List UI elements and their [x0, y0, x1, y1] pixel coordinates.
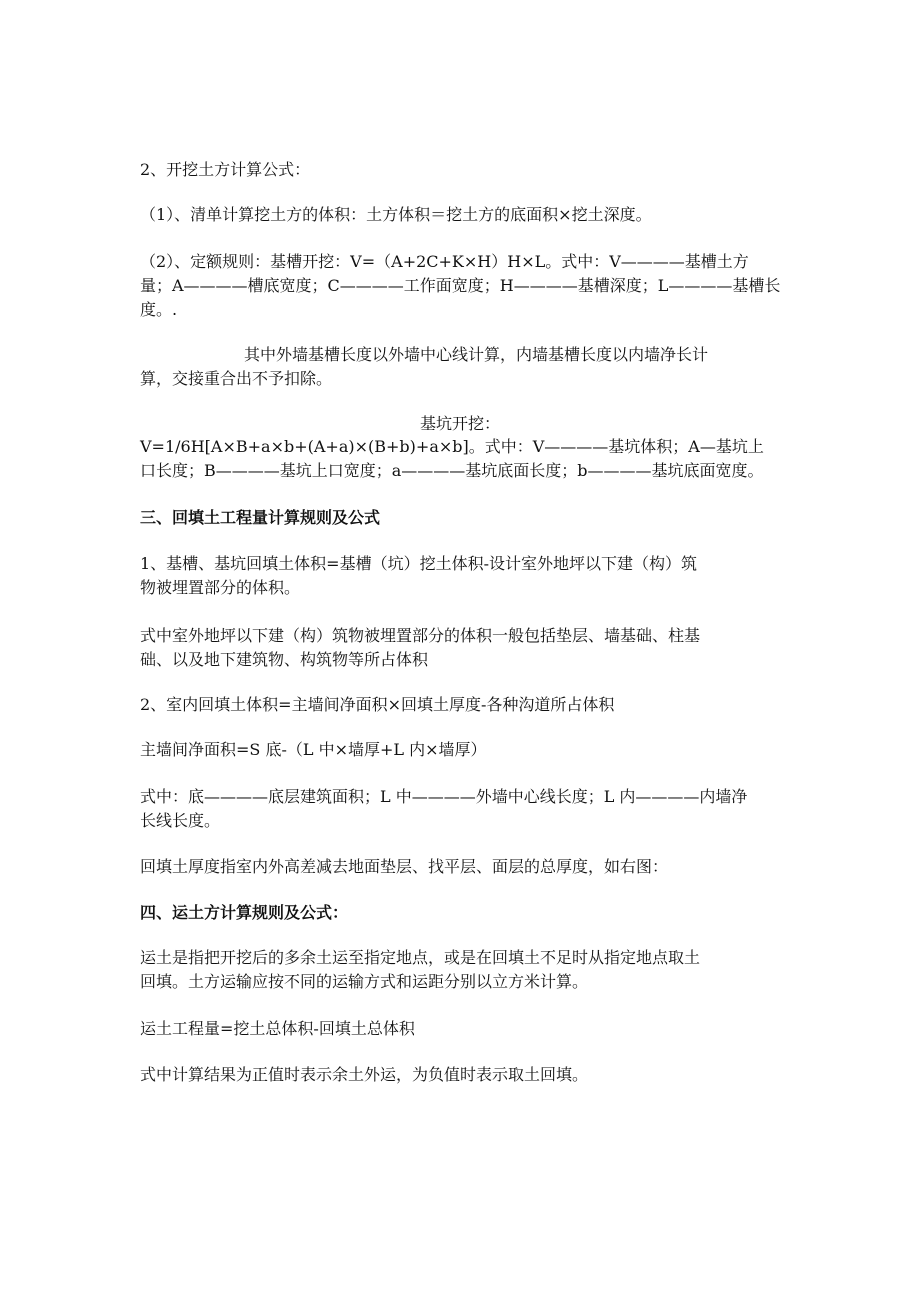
paragraph-line: 式中室外地坪以下建（构）筑物被埋置部分的体积一般包括垫层、墙基础、柱基 — [140, 626, 701, 645]
paragraph-line: 础、以及地下建筑物、构筑物等所占体积 — [140, 650, 429, 669]
section-heading-backfill — [140, 506, 800, 530]
paragraph-indoor-backfill — [140, 693, 800, 717]
paragraph-pit-formula — [140, 435, 800, 483]
paragraph-line: 长线长度。 — [140, 811, 221, 830]
paragraph-line: 式中：底————底层建筑面积；L 中————外墙中心线长度；L 内————内墙净 — [140, 787, 748, 806]
paragraph-line: 运土是指把开挖后的多余土运至指定地点，或是在回填土不足时从指定地点取土 — [140, 948, 701, 967]
paragraph-line: 回填土厚度指室内外高差减去地面垫层、找平层、面层的总厚度，如右图： — [140, 857, 669, 876]
paragraph-line: 口长度；B————基坑上口宽度；a————基坑底面长度；b————基坑底面宽度。 — [140, 461, 764, 480]
paragraph-transport-definition — [140, 946, 800, 994]
paragraph-line: 其中外墙基槽长度以外墙中心线计算，内墙基槽长度以内墙净长计 — [244, 345, 709, 364]
paragraph-line: 度。. — [140, 300, 178, 319]
paragraph-wall-trench-length — [140, 343, 800, 391]
paragraph-line: （1）、清单计算挖土方的体积：土方体积＝挖土方的底面积×挖土深度。 — [140, 205, 652, 224]
pit-excavation-title — [0, 412, 920, 436]
paragraph-line: （2）、定额规则：基槽开挖：V=（A+2C+K×H）H×L。式中：V————基槽土方 — [140, 252, 749, 271]
paragraph-line: 算，交接重合出不予扣除。 — [140, 369, 333, 388]
paragraph-line: 量；A————槽底宽度；C————工作面宽度；H————基槽深度；L————基槽长 — [140, 276, 781, 295]
paragraph-line: 回填。土方运输应按不同的运输方式和运距分别以立方米计算。 — [140, 972, 589, 991]
paragraph-net-area-formula — [140, 738, 800, 762]
paragraph-line: 主墙间净面积=S 底-（L 中×墙厚+L 内×墙厚） — [140, 740, 487, 759]
heading-text: 2、开挖土方计算公式： — [140, 160, 311, 179]
paragraph-backfill-thickness — [140, 855, 800, 879]
paragraph-line: 式中计算结果为正值时表示余土外运，为负值时表示取土回填。 — [140, 1065, 589, 1084]
section-heading-text: 四、运土方计算规则及公式： — [140, 903, 349, 922]
paragraph-line: V=1/6H[A×B+a×b+(A+a)×(B+b)+a×b]。式中：V————基坑体积；A—基坑上 — [140, 437, 764, 456]
paragraph-bill-volume — [140, 203, 800, 227]
paragraph-variable-definitions — [140, 785, 800, 833]
paragraph-line: 1、基槽、基坑回填土体积=基槽（坑）挖土体积-设计室外地坪以下建（构）筑 — [140, 554, 697, 573]
paragraph-transport-note — [140, 1063, 800, 1087]
section-heading-transport — [140, 901, 800, 925]
heading-excavation-formula — [140, 158, 800, 182]
paragraph-quota-rule — [140, 250, 800, 322]
paragraph-line: 2、室内回填土体积=主墙间净面积×回填土厚度-各种沟道所占体积 — [140, 695, 615, 714]
pit-title-text: 基坑开挖： — [419, 414, 500, 433]
paragraph-buried-volume-note — [140, 624, 800, 672]
paragraph-line: 运土工程量=挖土总体积-回填土总体积 — [140, 1019, 415, 1038]
paragraph-line: 物被埋置部分的体积。 — [140, 578, 301, 597]
paragraph-transport-formula — [140, 1017, 800, 1041]
paragraph-backfill-volume — [140, 552, 800, 600]
section-heading-text: 三、回填土工程量计算规则及公式 — [140, 508, 381, 527]
